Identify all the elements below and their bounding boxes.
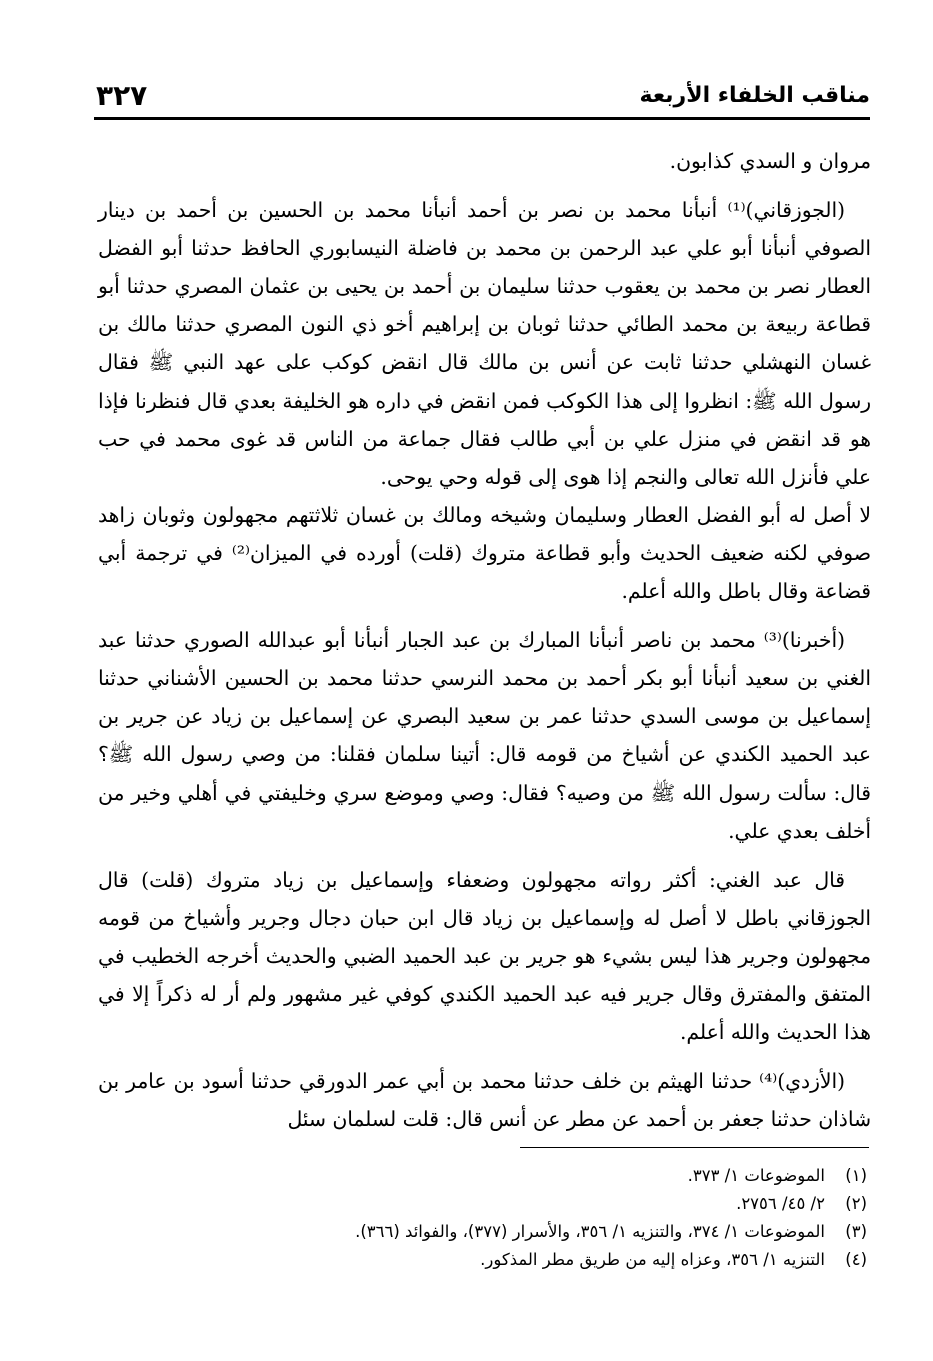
paragraph-2: (الجوزقاني)⁽¹⁾ أنبأنا محمد بن نصر بن أحمد أنبأنا محمد بن الحسين بن أحمد بن دينار الصوفي أنبأنا أبو علي عبد الرحمن بن محمد بن فاضلة النيسابوري الحافظ حدثنا أبو الفضل العطار نصر بن محمد بن يعقوب حدثنا سليمان بن أحمد بن يحيى بن عثمان المصري حدثنا أبو قطاعة ربيعة بن محمد الطائي حدثنا ثوبان بن إبراهيم أخو ذي النون المصري حدثنا مالك بن غسان النهشلي حدثنا ثابت عن أنس بن مالك قال انقض كوكب على عهد النبي ﷺ فقال رسول الله ﷺ: انظروا إلى هذا الكوكب فمن انقض في داره هو الخليفة بعدي قال فنظرنا فإذا هو قد انقض في منزل علي بن أبي طالب فقال جماعة من الناس قد غوى محمد في حب علي فأنزل الله تعالى والنجم إذا هوى إلى قوله وحي يوحى. (98, 198, 871, 489)
footnote-3 (98, 1218, 867, 1246)
footnote-number: (٤) (845, 1250, 867, 1269)
footnote-text: الموضوعات ١/ ٣٧٤، والتنزيه ١/ ٣٥٦، والأسرار (٣٧٧)، والفوائد (٣٦٦). (355, 1222, 825, 1241)
footnote-1 (98, 1162, 867, 1190)
main-text (98, 142, 871, 1138)
footnote-rule (520, 1147, 869, 1148)
paragraph-5: قال عبد الغني: أكثر رواته مجهولون وضعفاء وإسماعيل بن زياد متروك (قلت) قال الجوزقاني باطل لا أصل له وإسماعيل بن زياد قال ابن حبان دجال وجرير وأشياخ من قومه مجهولون وجرير هذا ليس بشيء هو جرير بن عبد الحميد الضبي والحديث أخرجه الخطيب في المتفق والمفترق وقال جرير فيه عبد الحميد الكندي كوفي غير مشهور ولم أر له ذكراً إلا في هذا الحديث والله أعلم. (98, 867, 871, 1045)
footnote-number: (٢) (845, 1194, 867, 1213)
footnotes (98, 1162, 867, 1274)
paragraph-4: (أخبرنا)⁽³⁾ محمد بن ناصر أنبأنا المبارك بن عبد الجبار أنبأنا أبو عبدالله الصوري حدثنا عبد الغني بن سعيد أنبأنا أبو بكر أحمد بن محمد النرسي حدثنا محمد بن الحسين الأشناني حدثنا إسماعيل بن موسى السدي حدثنا عمر بن سعيد البصري عن إسماعيل بن زياد عن جرير بن عبد الحميد الكندي عن أشياخ من قومه قال: أتينا سلمان فقلنا: من وصي رسول الله ﷺ؟ قال: سألت رسول الله ﷺ من وصيه؟ فقال: وصي وموضع سري وخليفتي في أهلي وخير من أخلف بعدي علي. (98, 628, 871, 843)
paragraph-3: لا أصل له أبو الفضل العطار وسليمان وشيخه ومالك بن غسان ثلاثتهم مجهولون وثوبان زاهد صوفي لكنه ضعيف الحديث وأبو قطاعة متروك (قلت) أورده في الميزان⁽²⁾ في ترجمة أبي قضاعة وقال باطل والله أعلم. (98, 502, 871, 604)
page-header (96, 75, 870, 115)
footnote-number: (١) (845, 1166, 867, 1185)
page-number: ٣٢٧ (96, 78, 148, 112)
header-rule (94, 117, 870, 120)
footnote-text: ٢/ ٤٥/ ٢٧٥٦. (736, 1194, 825, 1213)
footnote-2 (98, 1190, 867, 1218)
paragraph-6: (الأزدي)⁽⁴⁾ حدثنا الهيثم بن خلف حدثنا محمد بن أبي عمر الدورقي حدثنا أسود بن عامر بن شاذان حدثنا جعفر بن أحمد عن مطر عن أنس قال: قلت لسلمان سئل (98, 1069, 871, 1132)
running-title: مناقب الخلفاء الأربعة (639, 82, 870, 108)
footnote-text: التنزيه ١/ ٣٥٦، وعزاه إليه من طريق مطر المذكور. (480, 1250, 825, 1269)
footnote-text: الموضوعات ١/ ٣٧٣. (687, 1166, 825, 1185)
footnote-4 (98, 1246, 867, 1274)
paragraph-1: مروان و السدي كذابون. (669, 149, 871, 173)
footnote-number: (٣) (845, 1222, 867, 1241)
